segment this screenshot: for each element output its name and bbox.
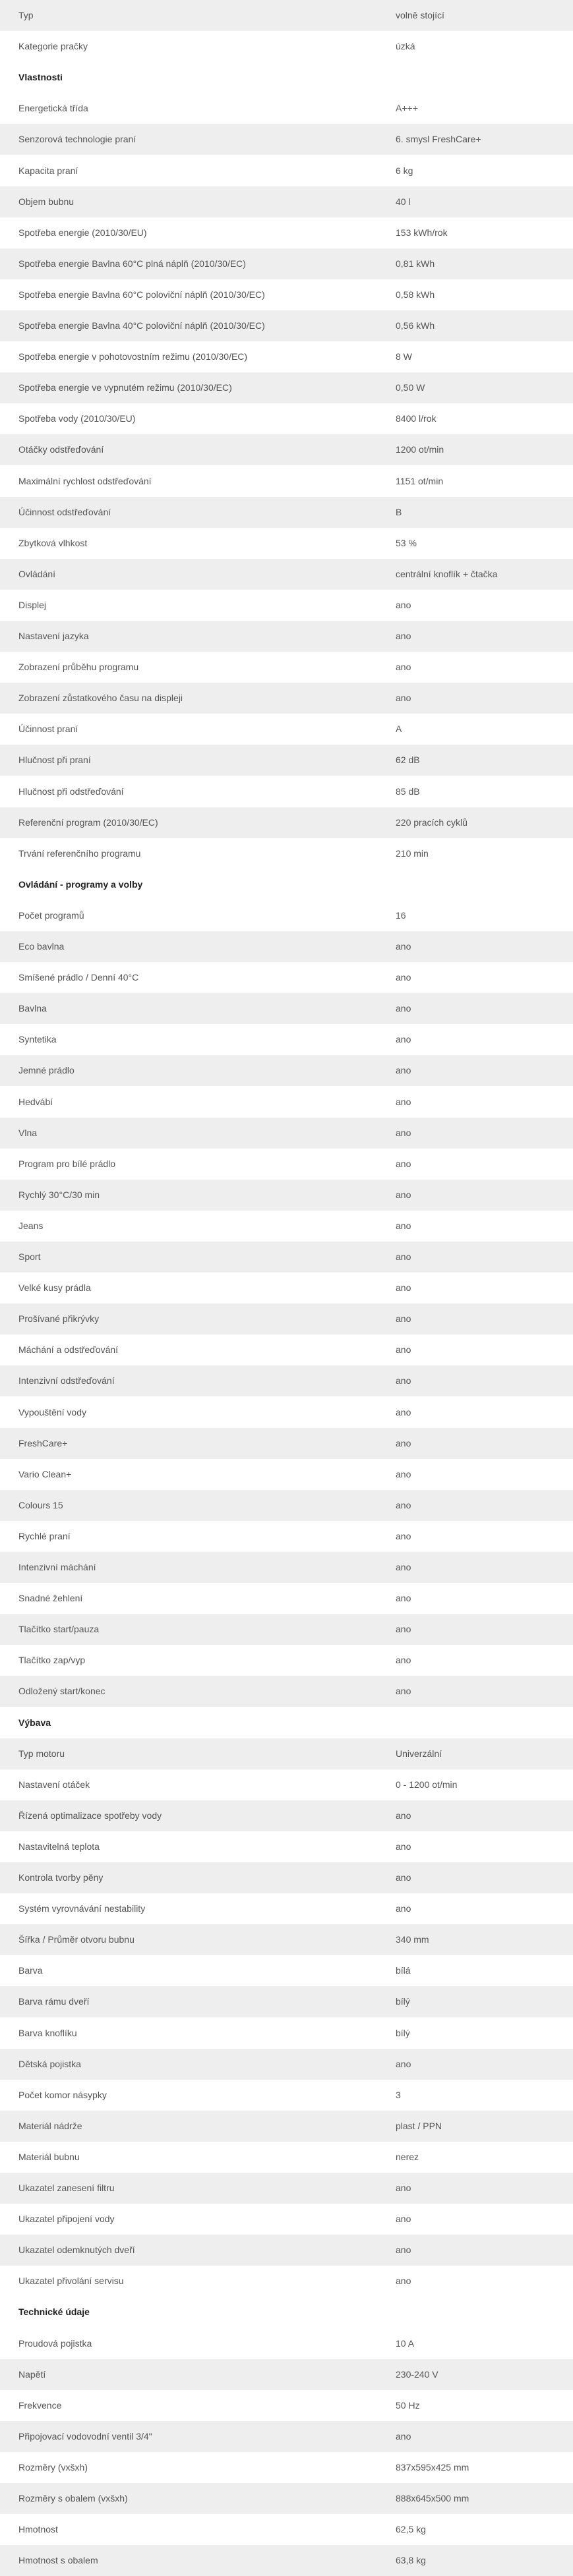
spec-label: Spotřeba energie (2010/30/EU) <box>18 227 147 238</box>
spec-value: 85 dB <box>396 786 420 797</box>
spec-value: 6. smysl FreshCare+ <box>396 134 481 145</box>
table-row <box>0 2359 573 2390</box>
spec-label: Materiál nádrže <box>18 2120 82 2131</box>
spec-value: 230-240 V <box>396 2368 438 2380</box>
spec-value: ano <box>396 693 411 704</box>
spec-label: Ukazatel zanesení filtru <box>18 2183 115 2193</box>
spec-value: 0,81 kWh <box>396 258 435 269</box>
spec-value: ano <box>396 2183 411 2193</box>
spec-label: Spotřeba energie ve vypnutém režimu (2010/30/EC) <box>18 382 232 393</box>
spec-label: Odložený start/konec <box>18 1686 106 1697</box>
spec-label: Barva rámu dveří <box>18 1996 90 2007</box>
spec-label: Šířka / Průměr otvoru bubnu <box>18 1934 135 1945</box>
spec-label: Ovládání <box>18 568 56 579</box>
table-row <box>0 1676 573 1707</box>
spec-value: ano <box>396 1655 411 1666</box>
spec-label: Objem bubnu <box>18 196 75 207</box>
spec-label: Spotřeba energie Bavlna 40°C poloviční náplň (2010/30/EC) <box>18 320 265 331</box>
spec-label: Kategorie pračky <box>18 41 88 52</box>
spec-label: Ukazatel připojení vody <box>18 2214 115 2225</box>
table-row <box>0 1087 573 1118</box>
spec-value: 50 Hz <box>396 2399 420 2411</box>
spec-value: 0 - 1200 ot/min <box>396 1779 458 1790</box>
section-title: Technické údaje <box>18 2306 90 2318</box>
spec-value: ano <box>396 662 411 673</box>
spec-value: ano <box>396 1282 411 1294</box>
spec-label: Hlučnost při praní <box>18 755 91 766</box>
spec-label: Vypouštění vody <box>18 1406 86 1417</box>
spec-label: Syntetika <box>18 1034 57 1045</box>
spec-label: Frekvence <box>18 2399 62 2411</box>
table-row <box>0 217 573 248</box>
spec-value: ano <box>396 1624 411 1635</box>
spec-value: bílá <box>396 1965 411 1976</box>
spec-label: Hmotnost s obalem <box>18 2555 98 2566</box>
table-row <box>0 1055 573 1086</box>
spec-value: ano <box>396 1096 411 1107</box>
table-row <box>0 186 573 217</box>
spec-label: Nastavitelná teplota <box>18 1841 100 1852</box>
spec-label: Prošívané přikrývky <box>18 1313 100 1325</box>
table-row <box>0 2049 573 2080</box>
spec-label: Účinnost praní <box>18 724 78 735</box>
spec-label: Spotřeba vody (2010/30/EU) <box>18 413 136 424</box>
spec-value: ano <box>396 941 411 952</box>
spec-label: Senzorová technologie praní <box>18 134 136 145</box>
spec-value: 0,56 kWh <box>396 320 435 331</box>
spec-value: ano <box>396 1530 411 1541</box>
spec-label: Sport <box>18 1251 41 1262</box>
table-row <box>0 2111 573 2142</box>
table-row <box>0 497 573 528</box>
spec-label: Účinnost odstřeďování <box>18 506 111 517</box>
spec-value: 0,58 kWh <box>396 289 435 300</box>
spec-value: ano <box>396 1003 411 1014</box>
spec-label: Smíšené prádlo / Denní 40°C <box>18 972 139 983</box>
spec-label: Otáčky odstřeďování <box>18 444 104 455</box>
table-row <box>0 745 573 776</box>
table-row <box>0 1490 573 1521</box>
spec-value: ano <box>396 1593 411 1604</box>
table-row <box>0 2514 573 2545</box>
spec-value: ano <box>396 2058 411 2069</box>
spec-label: Typ <box>18 10 34 20</box>
table-row <box>0 559 573 590</box>
spec-value: A <box>396 724 402 735</box>
spec-value: ano <box>396 1344 411 1356</box>
spec-label: Rozměry (vxšxh) <box>18 2461 88 2473</box>
spec-value: ano <box>396 1158 411 1169</box>
spec-label: Snadné žehlení <box>18 1593 83 1604</box>
spec-value: ano <box>396 2430 411 2442</box>
spec-value: ano <box>396 1562 411 1572</box>
spec-value: 62 dB <box>396 755 420 766</box>
table-row <box>0 1024 573 1055</box>
table-row <box>0 1862 573 1893</box>
table-row <box>0 714 573 745</box>
spec-label: Dětská pojistka <box>18 2058 81 2069</box>
spec-value: ano <box>396 1686 411 1697</box>
spec-value: 63,8 kg <box>396 2555 426 2566</box>
table-row <box>0 2328 573 2359</box>
spec-label: Intenzivní máchání <box>18 1562 96 1572</box>
spec-label: Rychlý 30°C/30 min <box>18 1189 100 1200</box>
spec-value: ano <box>396 1437 411 1448</box>
spec-label: Trvání referenčního programu <box>18 847 141 859</box>
spec-value: nerez <box>396 2151 419 2162</box>
spec-value: 837x595x425 mm <box>396 2461 469 2473</box>
spec-label: Tlačítko start/pauza <box>18 1624 100 1635</box>
table-row <box>0 1334 573 1365</box>
spec-label: Barva <box>18 1965 43 1976</box>
table-row <box>0 2080 573 2111</box>
spec-value: 888x645x500 mm <box>396 2493 469 2504</box>
spec-label: Velké kusy prádla <box>18 1282 91 1294</box>
table-row <box>0 1459 573 1490</box>
spec-value: ano <box>396 972 411 983</box>
spec-label: Referenční program (2010/30/EC) <box>18 816 158 828</box>
table-row <box>0 807 573 838</box>
table-row <box>0 1955 573 1986</box>
spec-label: Kapacita praní <box>18 165 78 176</box>
spec-value: ano <box>396 1065 411 1076</box>
spec-label: Tlačítko zap/vyp <box>18 1655 86 1666</box>
section-title: Ovládání - programy a volby <box>18 878 143 890</box>
spec-label: Nastavení otáček <box>18 1779 90 1790</box>
spec-label: Jeans <box>18 1220 44 1231</box>
table-row <box>0 683 573 714</box>
table-row <box>0 2483 573 2514</box>
spec-value: ano <box>396 1499 411 1510</box>
spec-label: Nastavení jazyka <box>18 631 89 641</box>
spec-label: Napětí <box>18 2368 46 2380</box>
table-row <box>0 434 573 465</box>
spec-value: ano <box>396 1406 411 1417</box>
spec-value: 1151 ot/min <box>396 475 444 486</box>
table-row <box>0 900 573 931</box>
spec-label: Řízená optimalizace spotřeby vody <box>18 1810 162 1821</box>
spec-value: ano <box>396 2245 411 2256</box>
table-row <box>0 403 573 434</box>
spec-value: ano <box>396 1313 411 1325</box>
spec-value: B <box>396 506 402 517</box>
spec-label: Intenzivní odstřeďování <box>18 1375 115 1387</box>
table-row <box>0 2421 573 2452</box>
spec-label: Počet komor násypky <box>18 2089 107 2100</box>
spec-value: ano <box>396 1841 411 1852</box>
table-row <box>0 2452 573 2483</box>
spec-value: 8400 l/rok <box>396 413 437 424</box>
spec-value: ano <box>396 1468 411 1479</box>
table-row <box>0 93 573 124</box>
table-row <box>0 1831 573 1862</box>
spec-value: 3 <box>396 2089 401 2100</box>
table-row <box>0 2266 573 2297</box>
table-row <box>0 1645 573 1676</box>
table-row <box>0 2018 573 2049</box>
table-row <box>0 993 573 1024</box>
spec-label: Ukazatel přivolání servisu <box>18 2275 124 2287</box>
table-row <box>0 1397 573 1428</box>
spec-label: Proudová pojistka <box>18 2337 92 2349</box>
spec-label: Kontrola tvorby pěny <box>18 1872 104 1883</box>
table-row <box>0 1738 573 1769</box>
spec-label: FreshCare+ <box>18 1437 68 1448</box>
spec-value: 8 W <box>396 351 412 362</box>
spec-value: 210 min <box>396 847 429 859</box>
table-row <box>0 962 573 993</box>
table-row <box>0 1149 573 1180</box>
table-row <box>0 621 573 652</box>
spec-value: ano <box>396 1034 411 1045</box>
spec-value: bílý <box>396 2027 410 2038</box>
table-row <box>0 1893 573 1924</box>
spec-label: Materiál bubnu <box>18 2151 80 2162</box>
spec-label: Vlna <box>18 1127 38 1138</box>
spec-label: Vario Clean+ <box>18 1468 72 1479</box>
spec-value: volně stojící <box>396 10 444 20</box>
section-title: Vlastnosti <box>18 72 63 83</box>
section-header <box>0 2297 573 2328</box>
spec-label: Rychlé praní <box>18 1530 71 1541</box>
spec-label: Máchání a odstřeďování <box>18 1344 119 1356</box>
spec-label: Colours 15 <box>18 1499 63 1510</box>
table-row <box>0 2173 573 2204</box>
spec-value: 0,50 W <box>396 382 425 393</box>
spec-value: ano <box>396 1251 411 1262</box>
spec-label: Spotřeba energie v pohotovostním režimu (2010/30/EC) <box>18 351 248 362</box>
spec-value: 10 A <box>396 2337 415 2349</box>
spec-value: A+++ <box>396 103 418 114</box>
section-title: Výbava <box>18 1717 51 1728</box>
table-row <box>0 590 573 621</box>
table-row <box>0 124 573 155</box>
table-row <box>0 248 573 279</box>
spec-label: Maximální rychlost odstřeďování <box>18 475 152 486</box>
spec-value: ano <box>396 1903 411 1914</box>
spec-label: Hmotnost <box>18 2524 58 2535</box>
table-row <box>0 279 573 310</box>
spec-value: ano <box>396 1220 411 1231</box>
spec-value: centrální knoflík + čtačka <box>396 568 498 579</box>
table-row <box>0 1521 573 1552</box>
table-row <box>0 466 573 497</box>
table-row <box>0 2142 573 2173</box>
table-row <box>0 1924 573 1955</box>
table-row <box>0 1303 573 1334</box>
spec-label: Spotřeba energie Bavlna 60°C poloviční náplň (2010/30/EC) <box>18 289 265 300</box>
spec-value: ano <box>396 1872 411 1883</box>
spec-value: 53 % <box>396 537 417 548</box>
spec-value: ano <box>396 631 411 641</box>
spec-value: bílý <box>396 1996 410 2007</box>
table-row <box>0 1583 573 1614</box>
spec-value: úzká <box>396 41 415 52</box>
spec-value: ano <box>396 1375 411 1387</box>
table-row <box>0 1800 573 1831</box>
table-row <box>0 2204 573 2235</box>
spec-label: Zbytková vlhkost <box>18 537 88 548</box>
spec-label: Displej <box>18 599 47 610</box>
spec-label: Bavlna <box>18 1003 47 1014</box>
spec-label: Barva knoflíku <box>18 2027 77 2038</box>
spec-label: Spotřeba energie Bavlna 60°C plná náplň (2010/30/EC) <box>18 258 246 269</box>
spec-value: ano <box>396 2275 411 2287</box>
spec-label: Typ motoru <box>18 1748 65 1759</box>
table-row <box>0 341 573 372</box>
spec-value: 1200 ot/min <box>396 444 444 455</box>
spec-value: ano <box>396 1810 411 1821</box>
table-row <box>0 931 573 962</box>
table-row <box>0 0 573 31</box>
spec-label: Rozměry s obalem (vxšxh) <box>18 2493 128 2504</box>
spec-value: ano <box>396 599 411 610</box>
spec-label: Připojovací vodovodní ventil 3/4" <box>18 2430 152 2442</box>
spec-value: ano <box>396 1189 411 1200</box>
table-row <box>0 1273 573 1303</box>
table-row <box>0 1180 573 1211</box>
table-row <box>0 2545 573 2576</box>
table-row <box>0 2390 573 2421</box>
table-row <box>0 1211 573 1242</box>
spec-value: 153 kWh/rok <box>396 227 448 238</box>
spec-value: ano <box>396 2214 411 2225</box>
table-row <box>0 1986 573 2017</box>
spec-value: plast / PPN <box>396 2120 442 2131</box>
spec-value: 6 kg <box>396 165 413 176</box>
section-header <box>0 1707 573 1738</box>
spec-label: Ukazatel odemknutých dveří <box>18 2245 135 2256</box>
table-row <box>0 1118 573 1149</box>
spec-label: Hedvábí <box>18 1096 53 1107</box>
spec-label: Počet programů <box>18 909 84 921</box>
table-row <box>0 310 573 341</box>
spec-label: Program pro bílé prádlo <box>18 1158 116 1169</box>
table-row <box>0 1552 573 1583</box>
spec-label: Hlučnost při odstřeďování <box>18 786 124 797</box>
spec-value: 340 mm <box>396 1934 429 1945</box>
table-row <box>0 652 573 683</box>
section-header <box>0 62 573 93</box>
table-row <box>0 1769 573 1800</box>
spec-value: 16 <box>396 909 406 921</box>
table-row <box>0 2235 573 2266</box>
table-row <box>0 1365 573 1396</box>
section-header <box>0 869 573 900</box>
table-row <box>0 156 573 186</box>
spec-label: Zobrazení průběhu programu <box>18 662 139 673</box>
table-row <box>0 776 573 807</box>
table-row <box>0 528 573 559</box>
spec-label: Eco bavlna <box>18 941 65 952</box>
table-row <box>0 372 573 403</box>
table-row <box>0 1614 573 1645</box>
spec-label: Jemné prádlo <box>18 1065 75 1076</box>
spec-value: ano <box>396 1127 411 1138</box>
spec-value: 62,5 kg <box>396 2524 426 2535</box>
spec-label: Zobrazení zůstatkového času na displeji <box>18 693 183 704</box>
table-row <box>0 1428 573 1459</box>
spec-value: 220 pracích cyklů <box>396 816 467 828</box>
table-row <box>0 31 573 62</box>
spec-label: Systém vyrovnávání nestability <box>18 1903 146 1914</box>
spec-value: 40 l <box>396 196 411 207</box>
table-row <box>0 838 573 869</box>
table-row <box>0 1242 573 1273</box>
spec-value: Univerzální <box>396 1748 442 1759</box>
spec-label: Energetická třída <box>18 103 88 114</box>
